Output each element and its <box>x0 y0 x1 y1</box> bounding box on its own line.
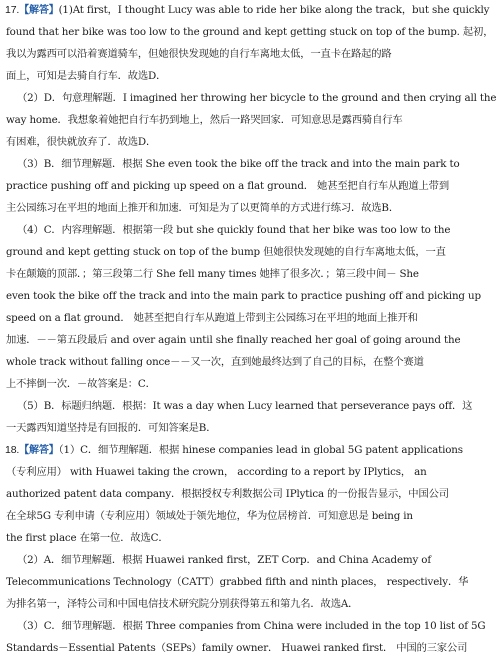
q17-line-18: 上不摔倒一次．－故答案是：C． <box>6 378 156 390</box>
q17-line-6: way home．我想象着她把自行车扔到地上，然后一路哭回家．可知意思是露西骑自行车 <box>6 114 403 126</box>
q17-line-17: whole track without falling once－－又一次，直到她最终达到了自己的目标，在整个赛道 <box>6 356 424 368</box>
q18-line-2: （专利应用） with Huawei taking the crown， according to a report by IPlytics， an <box>6 466 427 478</box>
q18-line-7: Telecommunications Technology（CATT）grabbed fifth and ninth places， respectively．华 <box>6 576 469 588</box>
q18-line-1: 18.【解答】（1）C．细节理解题．根据 hinese companies lead in global 5G patent applications <box>5 444 463 456</box>
q17-line-7: 有困难，很快就放弃了．故选D． <box>6 136 157 148</box>
q18-line-10: Standards－Essential Patents（SEPs）family owner． Huawei ranked first． 中国的三家公司 <box>6 642 468 654</box>
q17-answer-tag: 【解答】 <box>19 5 59 16</box>
q17-line-2: found that her bike was too low to the ground and kept getting stuck on top of the bump. 起初， <box>6 26 494 38</box>
q18-line-6: （2）A．细节理解题．根据 Huawei ranked first，ZET Corp．and China Academy of <box>17 554 432 566</box>
q17-line-20: 一天露西知道坚持是有回报的．可知答案是B． <box>6 422 217 434</box>
q17-line-4: 面上，可知是去骑自行车．故选D． <box>6 70 167 82</box>
q18-number: 18. <box>5 444 20 456</box>
q17-line-8: （3）B．细节理解题．根据 She even took the bike off the track and into the main park to <box>17 158 460 170</box>
q17-line-11: （4）C．内容理解题．根据第一段 but she quickly found that her bike was too low to the <box>17 224 451 236</box>
q17-line-14: even took the bike off the track and into the main park to practice pushing off and picking up <box>6 290 481 302</box>
q17-line-13: 卡在颠簸的顶部．；第三段第二行 She fell many times 她摔了很多次．；第三段中间－ She <box>6 268 419 280</box>
q17-line-3: 我以为露西可以沿着赛道骑车，但她很快发现她的自行车离地太低，一直卡在路起的路 <box>6 48 392 60</box>
q17-number: 17. <box>5 4 20 16</box>
q18-line-9: （3）C．细节理解题．根据 Three companies from China were included in the top 10 list of 5G <box>17 620 486 632</box>
q17-line-10: 主公园练习在平坦的地面上推开和加速．可知是为了以更简单的方式进行练习．故选B． <box>6 202 399 214</box>
q17-line-1: 17.【解答】(1)At first，I thought Lucy was able to ride her bike along the track，but she quickly <box>5 4 490 16</box>
q17-line-9: practice pushing off and picking up speed on a flat ground． 她甚至把自行车从跑道上带到 <box>6 180 449 192</box>
q18-answer-tag: 【解答】 <box>19 445 59 456</box>
q17-line-15: speed on a flat ground． 她甚至把自行车从跑道上带到主公园练习在平坦的地面上推开和 <box>6 312 418 324</box>
q18-line-5: the first place 在第一位．故选C． <box>6 532 169 544</box>
q17-line-19: （5）B．标题归纳题．根据：It was a day when Lucy learned that perseverance pays off．这 <box>17 400 473 412</box>
q17-line-12: ground and kept getting stuck on top of the bump 但她很快发现她的自行车离地太低，一直 <box>6 246 446 258</box>
q18-line-8: 为排名第一，泽特公司和中国电信技术研究院分别获得第五和第九名．故选A． <box>6 598 359 610</box>
q17-line-16: 加速．－－第五段最后 and over again until she finally reached her goal of going around the <box>6 334 461 346</box>
q17-line-5: （2）D．句意理解题．I imagined her throwing her bicycle to the ground and then crying all the <box>17 92 496 104</box>
q18-line-3: authorized patent data company．根据授权专利数据公司 IPlytica 的一份报告显示，中国公司 <box>6 488 449 500</box>
q18-line-4: 在全球5G 专利申请（专利应用）领域处于领先地位，华为位居榜首．可知意思是 being in <box>6 510 413 522</box>
